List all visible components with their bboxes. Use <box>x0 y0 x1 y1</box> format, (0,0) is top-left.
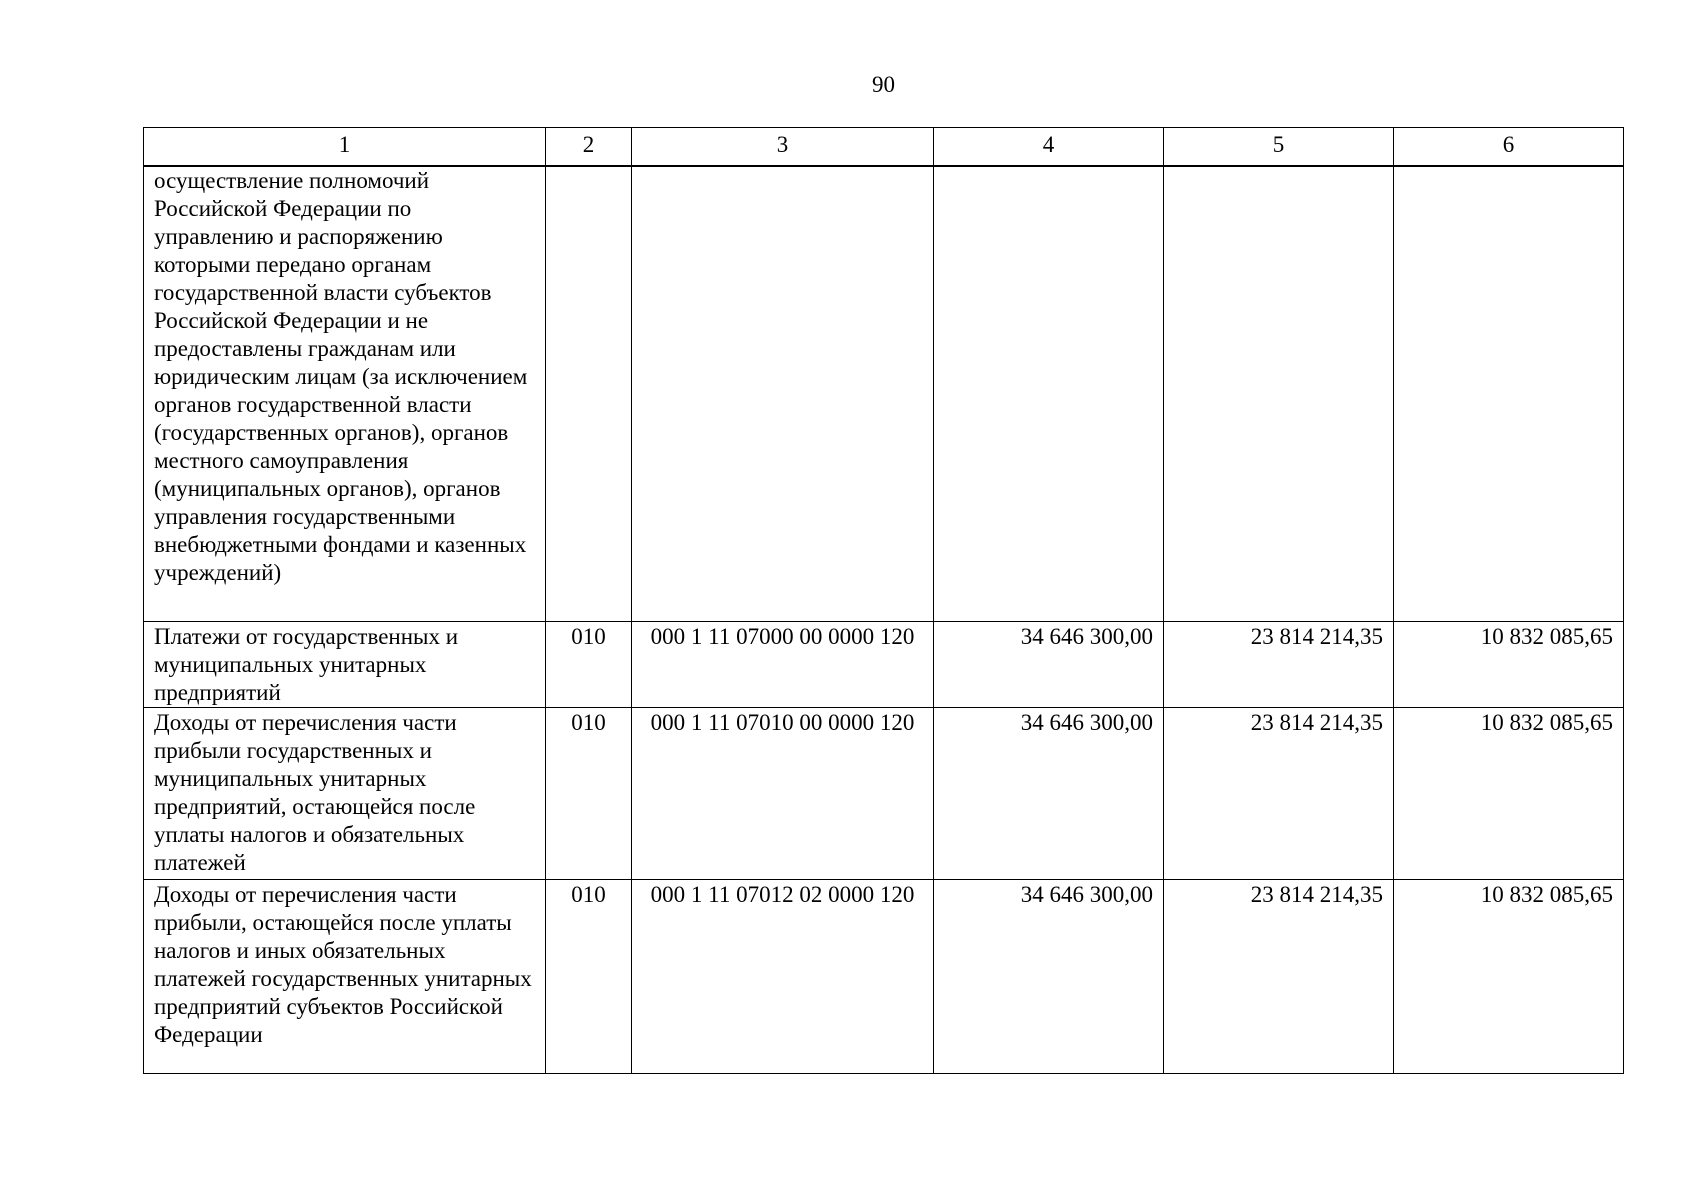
header-row <box>144 128 1624 167</box>
executed-amount-cell: 23 814 214,35 <box>1164 880 1394 1074</box>
budget-revenue-table <box>143 127 1624 1074</box>
approved-amount-cell: 34 646 300,00 <box>934 622 1164 708</box>
budget-classification-code-cell: 000 1 11 07012 02 0000 120 <box>632 880 934 1074</box>
revenue-name-cell: Доходы от перечисления части прибыли, остающейся после уплаты налогов и иных обязательных платежей государственных унитарных предприятий субъектов Российской Федерации <box>144 880 546 1074</box>
column-header-5: 5 <box>1164 128 1394 167</box>
column-header-4: 4 <box>934 128 1164 167</box>
table-body <box>144 166 1624 1074</box>
line-code-cell: 010 <box>546 880 632 1074</box>
line-code-cell: 010 <box>546 708 632 880</box>
executed-amount-cell: 23 814 214,35 <box>1164 622 1394 708</box>
table-row <box>144 166 1624 622</box>
column-header-2: 2 <box>546 128 632 167</box>
table-row <box>144 880 1624 1074</box>
approved-amount-cell: 34 646 300,00 <box>934 708 1164 880</box>
page-number: 90 <box>872 72 895 97</box>
revenue-name-cell: Доходы от перечисления части прибыли государственных и муниципальных унитарных предприятий, остающейся после уплаты налогов и обязательных платежей <box>144 708 546 880</box>
unexecuted-amount-cell <box>1394 166 1624 622</box>
unexecuted-amount-cell: 10 832 085,65 <box>1394 708 1624 880</box>
unexecuted-amount-cell: 10 832 085,65 <box>1394 880 1624 1074</box>
approved-amount-cell: 34 646 300,00 <box>934 880 1164 1074</box>
budget-classification-code-cell: 000 1 11 07000 00 0000 120 <box>632 622 934 708</box>
budget-classification-code-cell <box>632 166 934 622</box>
column-header-6: 6 <box>1394 128 1624 167</box>
column-header-3: 3 <box>632 128 934 167</box>
executed-amount-cell: 23 814 214,35 <box>1164 708 1394 880</box>
table-row <box>144 708 1624 880</box>
table-header <box>144 128 1624 167</box>
column-header-1: 1 <box>144 128 546 167</box>
line-code-cell <box>546 166 632 622</box>
approved-amount-cell <box>934 166 1164 622</box>
unexecuted-amount-cell: 10 832 085,65 <box>1394 622 1624 708</box>
line-code-cell: 010 <box>546 622 632 708</box>
revenue-name-cell: осуществление полномочий Российской Федерации по управлению и распоряжению которыми передано органам государственной власти субъектов Российской Федерации и не предоставлены гражданам или юридическим лицам (за исключением органов государственной власти (государственных органов), органов местного самоуправления (муниципальных органов), органов управления государственными внебюджетными фондами и казенных учреждений) <box>144 166 546 622</box>
revenue-name-cell: Платежи от государственных и муниципальных унитарных предприятий <box>144 622 546 708</box>
table-row <box>144 622 1624 708</box>
budget-classification-code-cell: 000 1 11 07010 00 0000 120 <box>632 708 934 880</box>
executed-amount-cell <box>1164 166 1394 622</box>
